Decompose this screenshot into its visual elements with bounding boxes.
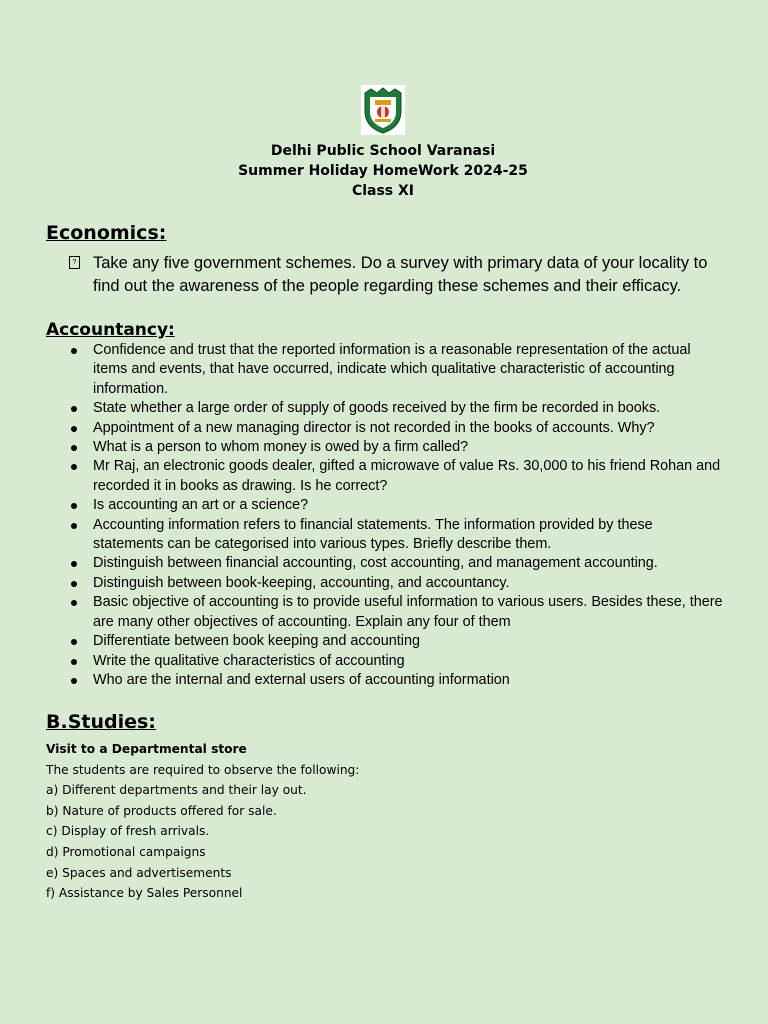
accountancy-question-list xyxy=(46,341,726,690)
list-item xyxy=(46,554,726,573)
list-item: e) Spaces and advertisements xyxy=(46,865,232,880)
question-text: Distinguish between book-keeping, accounting, and accountancy. xyxy=(93,574,510,591)
list-item xyxy=(46,593,726,632)
list-item xyxy=(46,496,726,515)
bullet-dot-icon xyxy=(71,406,77,412)
list-item xyxy=(46,341,726,399)
bstudies-heading: B.Studies: xyxy=(46,711,156,733)
list-item: a) Different departments and their lay out. xyxy=(46,783,307,798)
question-text: What is a person to whom money is owed by a firm called? xyxy=(93,439,469,456)
list-item xyxy=(46,652,726,671)
bstudies-intro: The students are required to observe the following: xyxy=(46,762,360,777)
accountancy-heading: Accountancy: xyxy=(46,320,175,340)
list-item xyxy=(46,574,726,593)
missing-glyph-bullet-icon: ? xyxy=(69,256,80,269)
bullet-dot-icon xyxy=(71,639,77,645)
question-text: Confidence and trust that the reported information is a reasonable representation of the actual items and events, that have occurred, indicate which qualitative characteristic of accounting information. xyxy=(93,342,691,397)
bullet-dot-icon xyxy=(71,600,77,606)
list-item xyxy=(46,438,726,457)
question-text: Write the qualitative characteristics of accounting xyxy=(93,652,405,669)
list-item xyxy=(46,419,726,438)
list-item: c) Display of fresh arrivals. xyxy=(46,824,210,839)
list-item xyxy=(46,399,726,418)
question-text: Differentiate between book keeping and accounting xyxy=(93,633,420,650)
economics-task: Take any five government schemes. Do a survey with primary data of your locality to find out the awareness of the people regarding these schemes and their efficacy. xyxy=(93,254,708,295)
bullet-dot-icon xyxy=(71,581,77,587)
list-item: f) Assistance by Sales Personnel xyxy=(46,886,243,901)
question-text: Is accounting an art or a science? xyxy=(93,497,309,514)
question-text: State whether a large order of supply of goods received by the firm be recorded in books. xyxy=(93,400,661,417)
question-text: Accounting information refers to financial statements. The information provided by these statements can be categorised into various types. Briefly describe them. xyxy=(93,516,653,553)
list-item xyxy=(46,632,726,651)
question-text: Basic objective of accounting is to provide useful information to various users. Besides these, there are many other objectives of accounting. Explain any four of them xyxy=(93,594,723,630)
question-text: Distinguish between financial accounting, cost accounting, and management accounting. xyxy=(93,555,658,572)
bullet-dot-icon xyxy=(71,426,77,432)
bullet-dot-icon xyxy=(71,523,77,529)
homework-title: Summer Holiday HomeWork 2024-25 xyxy=(238,163,528,179)
list-item xyxy=(46,516,726,555)
economics-heading: Economics: xyxy=(46,222,167,244)
list-item xyxy=(46,457,726,496)
list-item: b) Nature of products offered for sale. xyxy=(46,803,277,818)
bullet-dot-icon xyxy=(71,503,77,509)
bstudies-content xyxy=(46,739,646,904)
class-label: Class XI xyxy=(351,183,415,199)
bullet-dot-icon xyxy=(71,464,77,470)
question-text: Mr Raj, an electronic goods dealer, gifted a microwave of value Rs. 30,000 to his friend Rohan and recorded it in books as drawing. Is he correct? xyxy=(93,458,721,494)
bstudies-subheading: Visit to a Departmental store xyxy=(46,742,247,756)
list-item: d) Promotional campaigns xyxy=(46,844,206,859)
school-name: Delhi Public School Varanasi xyxy=(270,143,496,159)
document-header xyxy=(0,141,766,201)
bullet-dot-icon xyxy=(71,678,77,684)
list-item xyxy=(46,671,726,690)
bullet-dot-icon xyxy=(71,659,77,665)
question-text: Appointment of a new managing director is not recorded in the books of accounts. Why? xyxy=(93,419,655,436)
bullet-dot-icon xyxy=(71,445,77,451)
bullet-dot-icon xyxy=(71,348,77,354)
bullet-dot-icon xyxy=(71,561,77,567)
question-text: Who are the internal and external users of accounting information xyxy=(93,671,510,688)
school-logo xyxy=(361,85,405,135)
